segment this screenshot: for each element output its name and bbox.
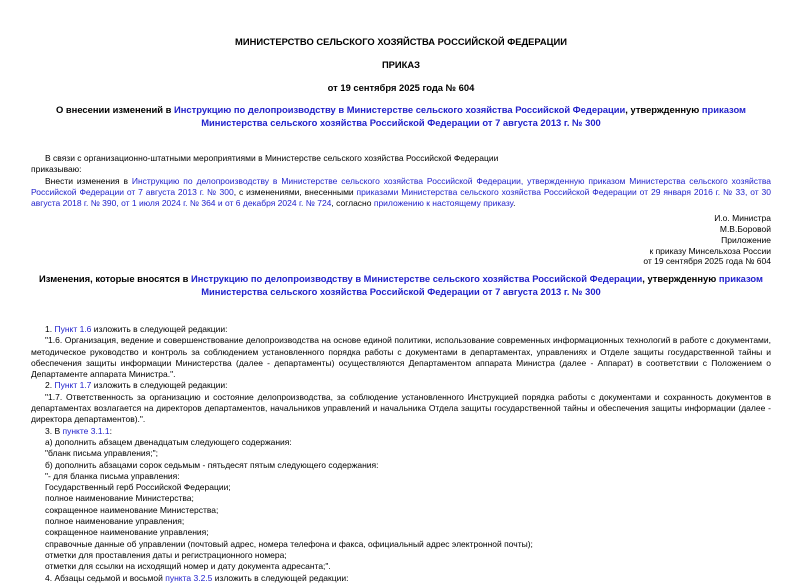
- amendment-item-3-sub-b: б) дополнить абзацами сорок седьмым - пятьдесят пятым следующего содержания:: [45, 459, 379, 470]
- item1-text-1: 1.: [45, 324, 55, 334]
- amendment-item-3: [31, 426, 771, 437]
- item4-text-2: изложить в следующей редакции:: [212, 572, 349, 583]
- amendment-item-3-line: отметки для ссылки на исходящий номер и дату документа адресанта;".: [45, 561, 331, 572]
- title-text-2: , утвержденную: [625, 104, 702, 115]
- amendment-item-2: [31, 380, 771, 391]
- document-title: [31, 103, 771, 129]
- point-3-1-1-link[interactable]: пункте 3.1.1: [62, 425, 110, 436]
- document-type: ПРИКАЗ: [381, 59, 421, 70]
- order-paragraph: [31, 176, 771, 210]
- item4-text-1: 4. Абзацы седьмой и восьмой: [45, 572, 166, 583]
- signature-annex-block: [31, 213, 771, 267]
- preamble-line: В связи с организационно-штатными мероприятиями в Министерстве сельского хозяйства Российской Федерации: [45, 153, 499, 163]
- minister-name: М.В.Боровой: [719, 224, 771, 235]
- annex-title-text-2: , утвержденную: [642, 273, 719, 284]
- annex-label: Приложение: [721, 234, 771, 245]
- ministry-name: МИНИСТЕРСТВО СЕЛЬСКОГО ХОЗЯЙСТВА РОССИЙСКОЙ ФЕДЕРАЦИИ: [235, 36, 567, 47]
- annex-title: [31, 272, 771, 298]
- amendments-list: [31, 324, 771, 584]
- annex-date-number: от 19 сентября 2025 года № 604: [643, 256, 771, 267]
- annex-title-instruction-link[interactable]: Инструкцию по делопроизводству в Министерстве сельского хозяйства Российской Федерации: [190, 273, 643, 284]
- amendment-item-3-quote-a: "бланк письма управления;";: [45, 448, 159, 459]
- order-text-3: , согласно: [331, 198, 374, 209]
- amending-orders-link[interactable]: приказами Министерства сельского хозяйства Российской Федерации от 29 января 2016 г. № 33, от 30 августа 2018 г. № 390, от 1 июля 2024 г. № 364 и от 6 декабря 2024 г. № 724: [31, 186, 771, 209]
- item2-text-2: изложить в следующей редакции:: [91, 380, 228, 391]
- annex-reference-link[interactable]: приложению к настоящему приказу: [373, 198, 514, 209]
- item1-text-2: изложить в следующей редакции:: [91, 324, 228, 334]
- amendment-item-1: [31, 324, 771, 335]
- amendment-item-3-line: полное наименование Министерства;: [45, 493, 194, 504]
- item2-text-1: 2.: [45, 380, 55, 391]
- amendment-item-3-line: справочные данные об управлении (почтовый адрес, номера телефона и факса, официальный адрес электронной почты);: [45, 538, 533, 549]
- item3-text-1: 3. В: [45, 425, 63, 436]
- title-instruction-link[interactable]: Инструкцию по делопроизводству в Министерстве сельского хозяйства Российской Федерации: [174, 104, 626, 115]
- amendment-item-3-line: полное наименование управления;: [45, 516, 185, 527]
- annex-order-reference: к приказу Минсельхоза России: [649, 245, 771, 256]
- annex-title-text-1: Изменения, которые вносятся в: [39, 273, 191, 284]
- item3-text-2: :: [109, 425, 113, 436]
- preamble-section: [31, 153, 771, 209]
- order-text-4: .: [513, 198, 516, 209]
- amendment-item-3-line: отметки для проставления даты и регистрационного номера;: [45, 549, 287, 560]
- amendment-item-3-line: сокращенное наименование Министерства;: [45, 504, 219, 515]
- document-date-number: от 19 сентября 2025 года № 604: [327, 82, 475, 93]
- amendment-item-3-line: сокращенное наименование управления;: [45, 527, 209, 538]
- instruction-order-300-link[interactable]: Инструкцию по делопроизводству в Министерстве сельского хозяйства Российской Федерации, утвержденную приказом Министерства сельского хозяйства Российской Федерации от 7 августа 2013 г. № 300: [31, 175, 771, 197]
- title-text-1: О внесении изменений в: [56, 104, 175, 115]
- point-3-2-5-link[interactable]: пункта 3.2.5: [165, 572, 213, 583]
- point-1-7-link[interactable]: Пункт 1.7: [54, 380, 92, 391]
- amendment-item-2-new-wording: "1.7. Ответственность за организацию и состояние делопроизводства, за соблюдение установленного Инструкцией порядка работы с документами и сохранность документов в департаментах возлагается на директоров департаментов, начальников управлений и начальника Отдела защиты государственной тайны и обеспечения защиты информации (далее - директора департаментов).".: [31, 391, 771, 425]
- point-1-6-link[interactable]: Пункт 1.6: [54, 324, 92, 334]
- amendment-item-3-sub-a: а) дополнить абзацем двенадцатым следующего содержания:: [45, 436, 292, 447]
- amendment-item-4: [31, 573, 771, 584]
- prikazyvayu-line: приказываю:: [31, 164, 82, 175]
- order-text-1: Внести изменения в: [45, 175, 132, 186]
- acting-minister-position: И.о. Министра: [714, 213, 771, 224]
- amendment-item-3-line: "- для бланка письма управления:: [45, 470, 180, 481]
- amendment-item-1-new-wording: "1.6. Организация, ведение и совершенствование делопроизводства на основе единой политики, использование современных информационных технологий в работе с документами, методическое руководство и контроль за соблюдением установленного порядка работы с документами в департаментах, управлениях и Отделе защиты государственной тайны и обеспечения защиты информации Министерства (далее - департаменты) осуществляются Департаментом аппарата Министра (далее - Аппарат) в соответствии с Положением о Департаменте аппарата Министра.".: [31, 335, 771, 380]
- title-order-300-link[interactable]: приказом Министерства сельского хозяйства Российской Федерации от 7 августа 2013 г. № 300: [201, 104, 746, 128]
- order-text-2: , с изменениями, внесенными: [233, 186, 357, 197]
- annex-title-order-300-link[interactable]: приказом Министерства сельского хозяйства Российской Федерации от 7 августа 2013 г. № 300: [201, 273, 763, 297]
- amendment-item-3-line: Государственный герб Российской Федерации;: [45, 482, 231, 493]
